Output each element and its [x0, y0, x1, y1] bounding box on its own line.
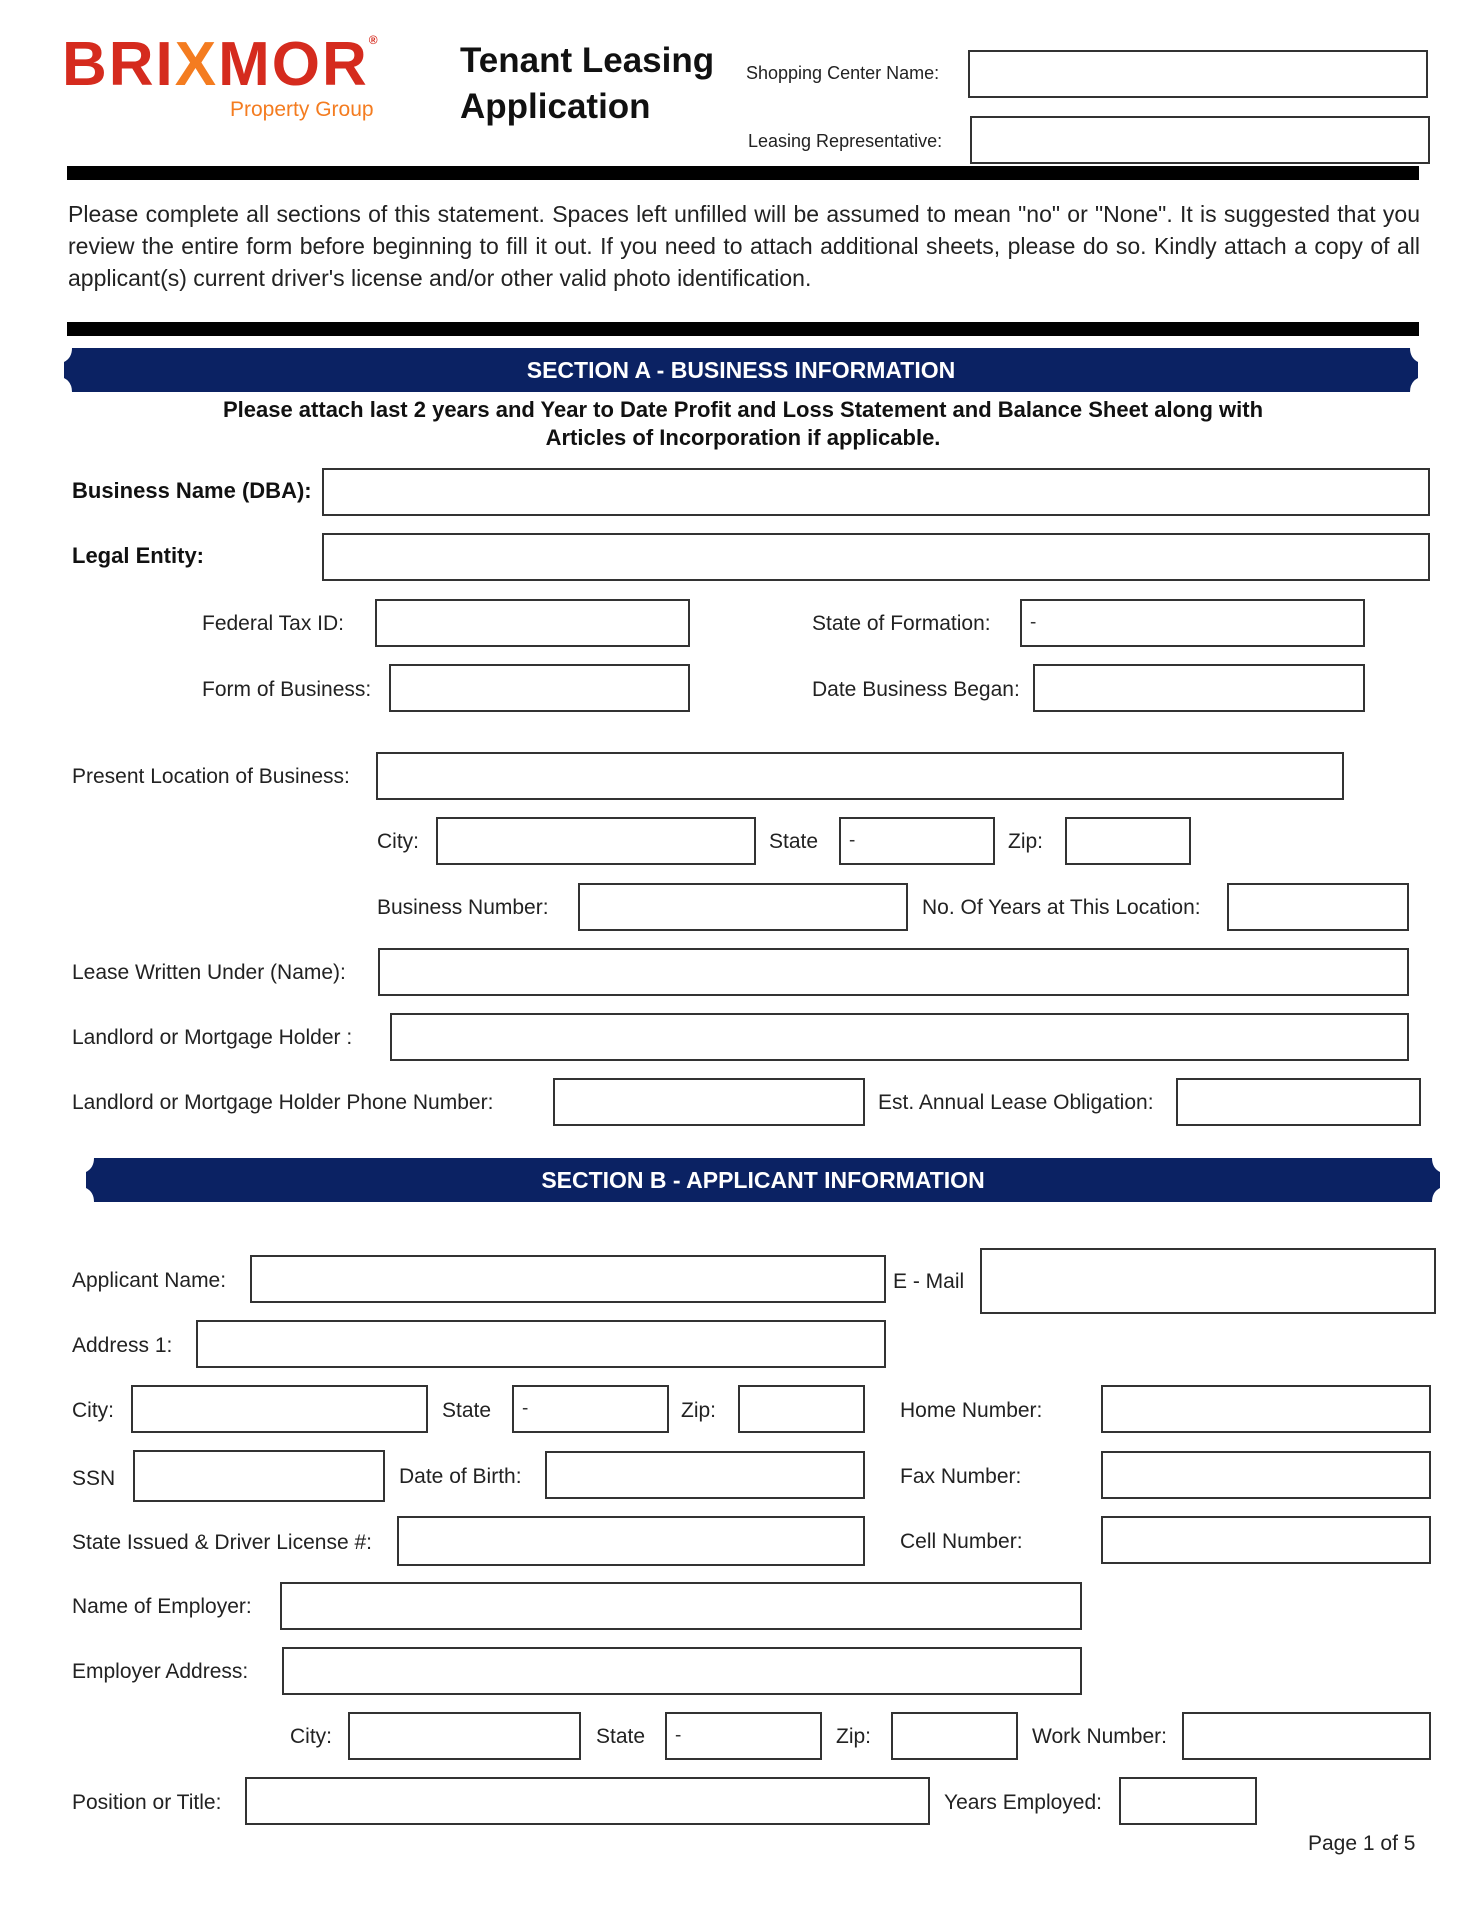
employer-zip-input[interactable] [891, 1712, 1018, 1760]
years-employed-label: Years Employed: [944, 1791, 1102, 1814]
employer-state-label: State [596, 1725, 646, 1748]
landlord-phone-input[interactable] [553, 1078, 865, 1126]
divider-top [67, 166, 1419, 180]
applicant-zip-label: Zip: [681, 1399, 717, 1422]
lease-written-under-label: Lease Written Under (Name): [72, 961, 346, 984]
employer-zip-label: Zip: [836, 1725, 872, 1748]
years-at-location-label: No. Of Years at This Location: [922, 896, 1201, 919]
years-at-location-input[interactable] [1227, 883, 1409, 931]
position-input[interactable] [245, 1777, 930, 1825]
fax-number-label: Fax Number: [900, 1465, 1022, 1488]
work-number-label: Work Number: [1032, 1725, 1167, 1748]
leasing-rep-label: Leasing Representative: [748, 131, 943, 151]
business-zip-input[interactable] [1065, 817, 1191, 865]
applicant-city-input[interactable] [131, 1385, 428, 1433]
section-a-banner [64, 348, 1418, 392]
present-location-label: Present Location of Business: [72, 765, 350, 788]
position-label: Position or Title: [72, 1791, 222, 1814]
instructions-text: Please complete all sections of this statement. Spaces left unfilled will be assumed to mean "no" or "None". It is suggested that you review the entire form before beginning to fill it out. If you need to attach additional sheets, please do so. Kindly attach a copy of all applicant(s) current driver's license and/or other valid photo identification. [68, 201, 1420, 291]
years-employed-input[interactable] [1119, 1777, 1257, 1825]
form-of-business-input[interactable] [389, 664, 690, 712]
business-city-label: City: [377, 830, 419, 853]
employer-state-value: - [675, 1725, 682, 1746]
divider-instructions [67, 322, 1419, 336]
employer-name-label: Name of Employer: [72, 1595, 252, 1618]
applicant-city-label: City: [72, 1399, 114, 1422]
license-input[interactable] [397, 1516, 865, 1566]
section-b-banner [86, 1158, 1440, 1202]
federal-tax-id-label: Federal Tax ID: [202, 612, 345, 635]
email-input[interactable] [980, 1248, 1436, 1314]
business-name-input[interactable] [322, 468, 1430, 516]
license-label: State Issued & Driver License #: [72, 1531, 372, 1554]
brixmor-logo: BRIXMOR® [62, 30, 380, 99]
business-state-select[interactable] [839, 817, 995, 865]
landlord-label: Landlord or Mortgage Holder : [72, 1026, 353, 1049]
email-label: E - Mail [893, 1270, 965, 1293]
annual-lease-input[interactable] [1176, 1078, 1421, 1126]
federal-tax-id-input[interactable] [375, 599, 690, 647]
ssn-label: SSN [72, 1467, 116, 1490]
state-of-formation-label: State of Formation: [812, 612, 991, 635]
shopping-center-label: Shopping Center Name: [746, 63, 940, 83]
ssn-input[interactable] [133, 1450, 385, 1502]
employer-state-select[interactable] [665, 1712, 822, 1760]
applicant-state-label: State [442, 1399, 492, 1422]
date-business-began-label: Date Business Began: [812, 678, 1020, 701]
business-state-label: State [769, 830, 819, 853]
shopping-center-input[interactable] [968, 50, 1428, 98]
landlord-phone-label: Landlord or Mortgage Holder Phone Number: [72, 1091, 494, 1114]
section-b-title: SECTION B - APPLICANT INFORMATION [541, 1167, 985, 1193]
employer-city-input[interactable] [348, 1712, 581, 1760]
business-name-label: Business Name (DBA): [72, 478, 312, 503]
employer-city-label: City: [290, 1725, 332, 1748]
form-of-business-label: Form of Business: [202, 678, 372, 701]
section-a-title: SECTION A - BUSINESS INFORMATION [526, 357, 956, 383]
address1-input[interactable] [196, 1320, 886, 1368]
dob-label: Date of Birth: [399, 1465, 522, 1488]
legal-entity-input[interactable] [322, 533, 1430, 581]
state-of-formation-value: - [1030, 612, 1037, 633]
cell-number-input[interactable] [1101, 1516, 1431, 1564]
employer-address-label: Employer Address: [72, 1660, 249, 1683]
business-city-input[interactable] [436, 817, 756, 865]
annual-lease-label: Est. Annual Lease Obligation: [878, 1091, 1154, 1114]
section-a-note: Please attach last 2 years and Year to Date Profit and Loss Statement and Balance Sheet along with Articles of Incorporation if applicable. [222, 397, 1264, 450]
business-number-label: Business Number: [377, 896, 549, 919]
present-location-input[interactable] [376, 752, 1344, 800]
state-of-formation-select[interactable] [1020, 599, 1365, 647]
applicant-name-input[interactable] [250, 1255, 886, 1303]
applicant-name-label: Applicant Name: [72, 1269, 227, 1292]
cell-number-label: Cell Number: [900, 1530, 1023, 1553]
leasing-rep-input[interactable] [970, 116, 1430, 164]
page-title: Tenant Leasing Application [460, 41, 715, 126]
applicant-zip-input[interactable] [738, 1385, 865, 1433]
page-number: Page 1 of 5 [1308, 1832, 1416, 1855]
home-number-input[interactable] [1101, 1385, 1431, 1433]
home-number-label: Home Number: [900, 1399, 1043, 1422]
business-zip-label: Zip: [1008, 830, 1044, 853]
lease-written-under-input[interactable] [378, 948, 1409, 996]
employer-name-input[interactable] [280, 1582, 1082, 1630]
business-state-value: - [849, 830, 856, 851]
employer-address-input[interactable] [282, 1647, 1082, 1695]
applicant-state-select[interactable] [512, 1385, 669, 1433]
applicant-state-value: - [522, 1398, 529, 1419]
dob-input[interactable] [545, 1451, 865, 1499]
date-business-began-input[interactable] [1033, 664, 1365, 712]
work-number-input[interactable] [1182, 1712, 1431, 1760]
landlord-input[interactable] [390, 1013, 1409, 1061]
logo-subtitle: Property Group [230, 98, 374, 121]
business-number-input[interactable] [578, 883, 908, 931]
legal-entity-label: Legal Entity: [72, 543, 205, 568]
address1-label: Address 1: [72, 1334, 173, 1357]
fax-number-input[interactable] [1101, 1451, 1431, 1499]
